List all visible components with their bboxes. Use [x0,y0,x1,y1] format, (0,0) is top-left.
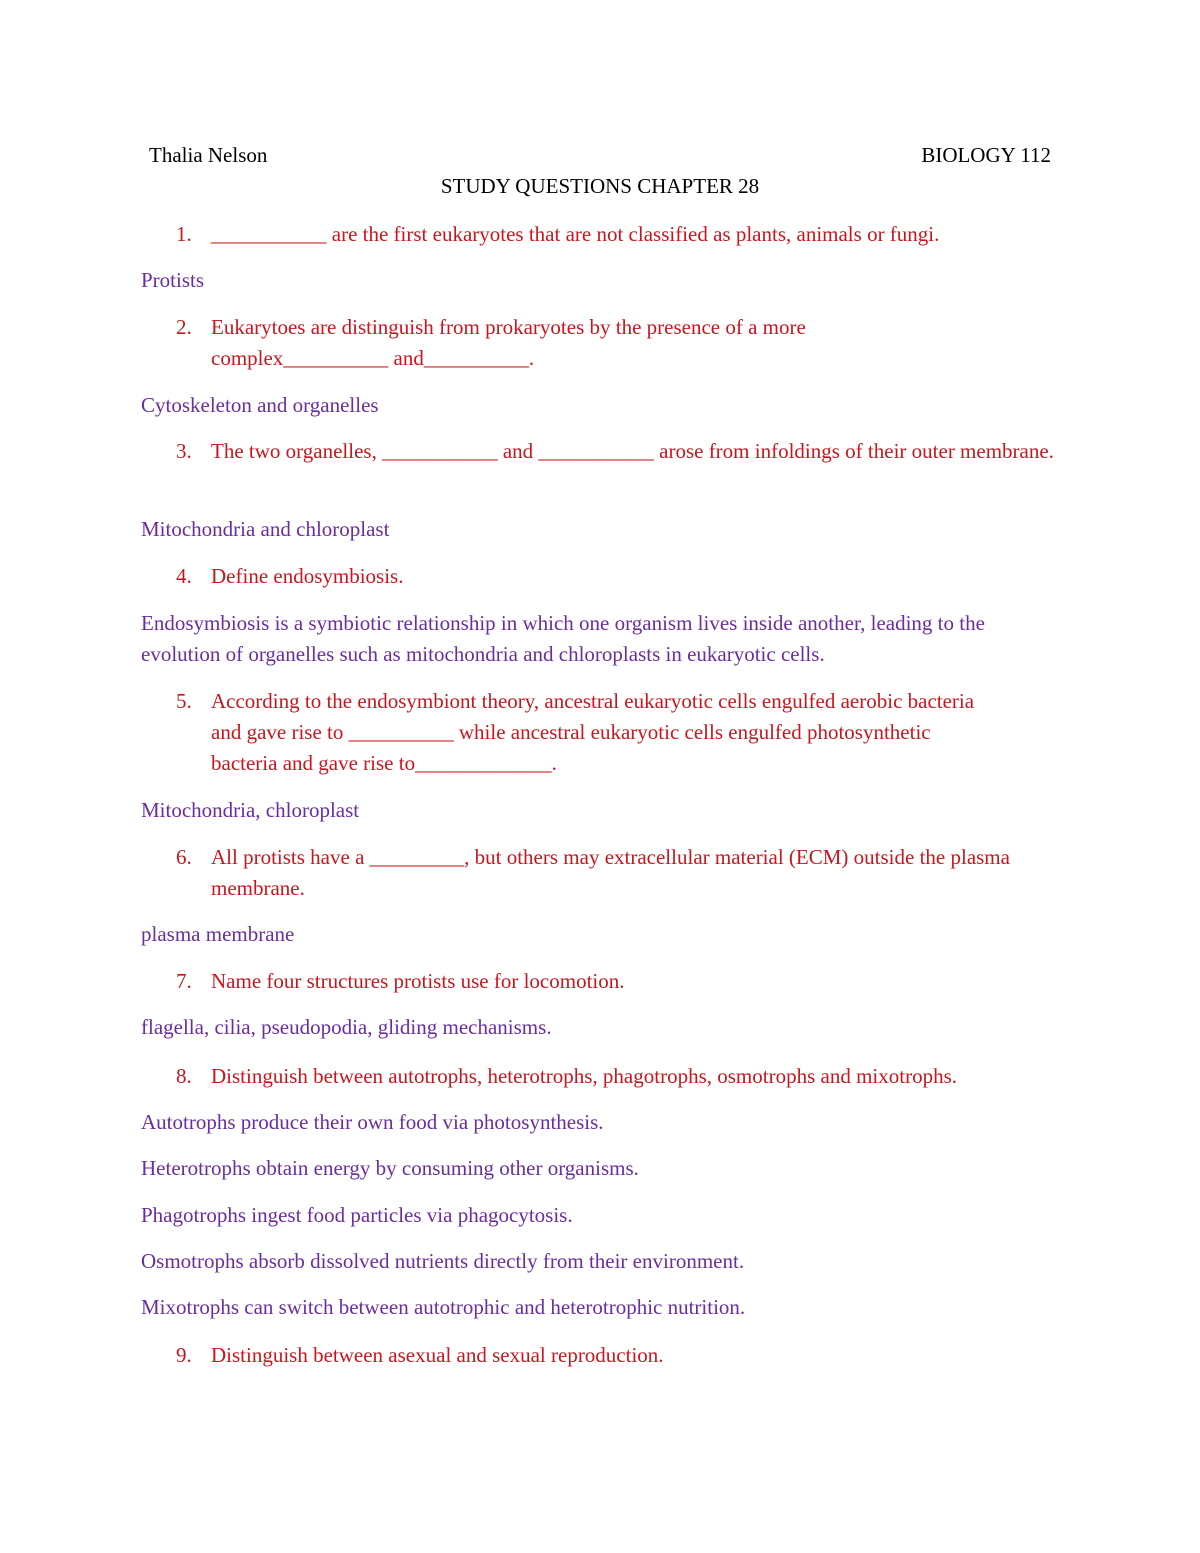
question-item [176,966,1056,997]
question-text: All protists have a _________, but others may extracellular material (ECM) outside the plasma membrane. [211,845,1010,900]
answer-text: Mixotrophs can switch between autotrophic and heterotrophic nutrition. [141,1295,746,1319]
question-text: ___________ are the first eukaryotes that are not classified as plants, animals or fungi. [211,222,940,246]
answer-text: Mitochondria and chloroplast [141,517,390,541]
question-text: Distinguish between autotrophs, heterotrophs, phagotrophs, osmotrophs and mixotrophs. [211,1064,958,1088]
question-item [176,1340,1056,1371]
course-name: BIOLOGY 112 [921,143,1051,167]
question-number: 6. [176,845,192,869]
question-number: 5. [176,689,192,713]
question-item [176,219,1056,250]
answer-text: Heterotrophs obtain energy by consuming other organisms. [141,1156,639,1180]
question-number: 8. [176,1064,192,1088]
question-number: 1. [176,222,192,246]
answer-text: Autotrophs produce their own food via photosynthesis. [141,1110,604,1134]
question-item [176,561,1056,592]
answer-text: flagella, cilia, pseudopodia, gliding mechanisms. [141,1015,552,1039]
answer-text: Osmotrophs absorb dissolved nutrients directly from their environment. [141,1249,745,1273]
question-item [176,312,896,374]
question-text: Name four structures protists use for locomotion. [211,969,625,993]
question-number: 3. [176,439,192,463]
question-text: Eukarytoes are distinguish from prokaryotes by the presence of a more complex__________ and__________. [211,315,806,370]
question-number: 7. [176,969,192,993]
question-number: 2. [176,315,192,339]
student-name: Thalia Nelson [149,143,268,167]
question-item [176,1061,1056,1092]
question-text: Distinguish between asexual and sexual reproduction. [211,1343,664,1367]
question-text: The two organelles, ___________ and ___________ arose from infoldings of their outer membrane. [211,439,1054,463]
answer-text: Endosymbiosis is a symbiotic relationship in which one organism lives inside another, leading to the evolution of organelles such as mitochondria and chloroplasts in eukaryotic cells. [141,611,985,666]
question-text: Define endosymbiosis. [211,564,404,588]
answer-text: Phagotrophs ingest food particles via phagocytosis. [141,1203,573,1227]
document-title: STUDY QUESTIONS CHAPTER 28 [440,174,760,198]
answer-text: Protists [141,268,205,292]
question-item [176,842,1056,904]
question-item [176,436,1056,467]
answer-text: Cytoskeleton and organelles [141,393,379,417]
question-text: According to the endosymbiont theory, ancestral eukaryotic cells engulfed aerobic bacteria and gave rise to __________ while ancestral eukaryotic cells engulfed photosynthetic bacteria and gave rise to_____________. [211,689,975,775]
answer-text: plasma membrane [141,922,295,946]
question-item [176,686,996,779]
question-number: 4. [176,564,192,588]
document-header [149,143,1051,171]
answer-text: Mitochondria, chloroplast [141,798,360,822]
question-number: 9. [176,1343,192,1367]
